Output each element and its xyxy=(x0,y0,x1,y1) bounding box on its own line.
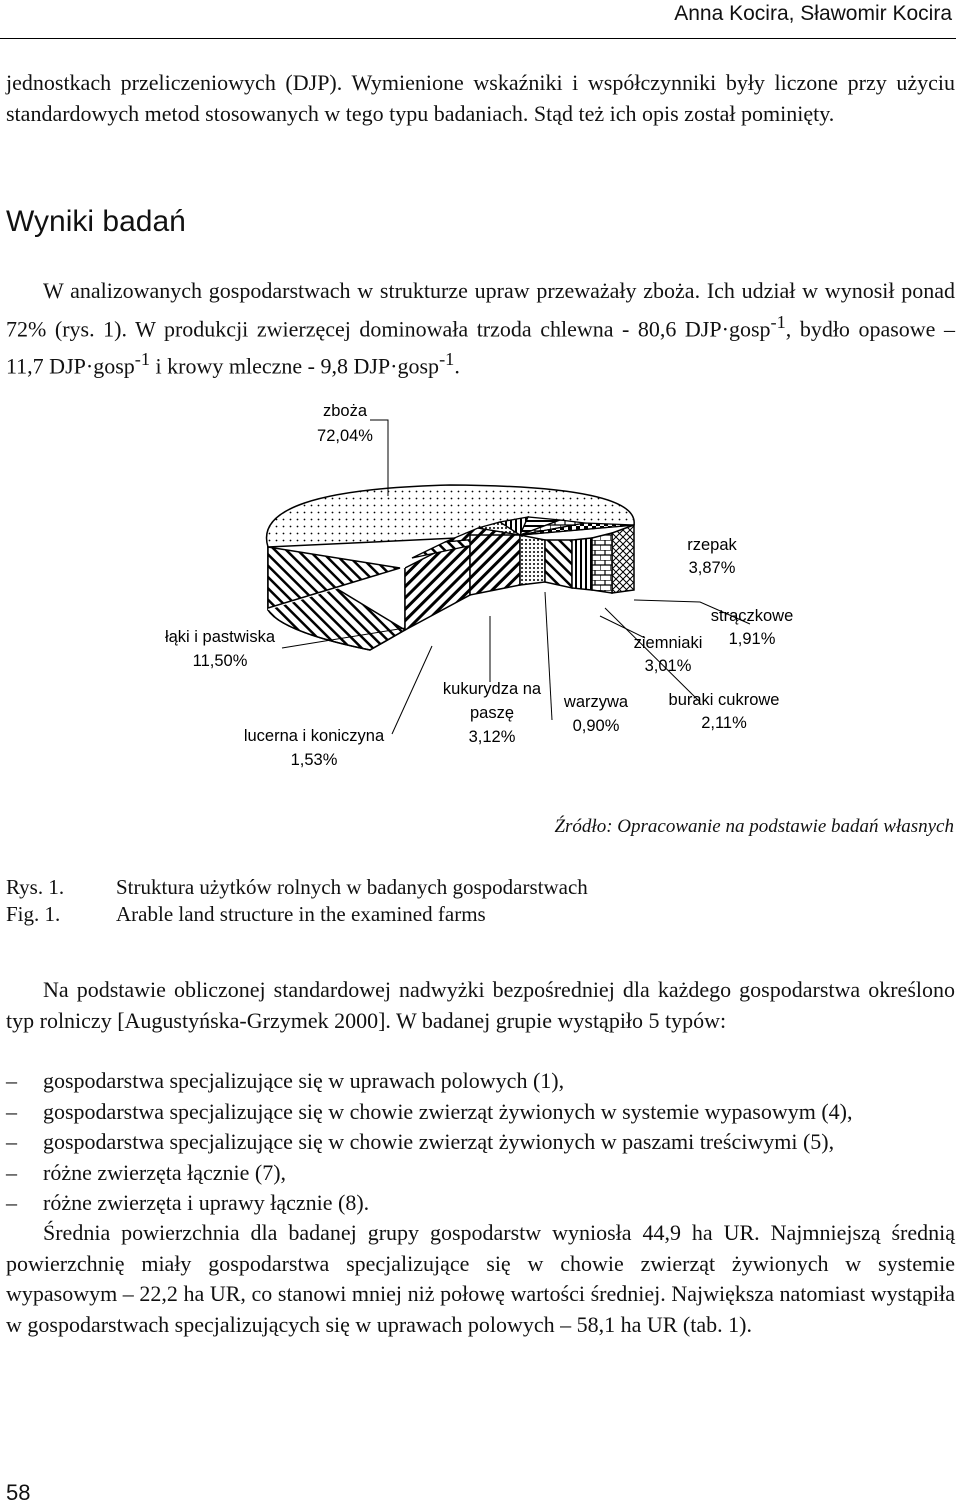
list-item xyxy=(6,1097,955,1128)
caption-rys-number: Rys. 1. xyxy=(6,875,65,899)
label-buraki-cukrowe: buraki cukrowe xyxy=(668,691,780,709)
header-authors: Anna Kocira, Sławomir Kocira xyxy=(674,2,952,25)
label-kukurydza-line1: kukurydza na xyxy=(442,680,542,698)
area-paragraph: Średnia powierzchnia dla badanej grupy gospodarstw wyniosła 44,9 ha UR. Najmniejszą średnią powierzchnię miały gospodarstwa specjalizujące się w chowie zwierząt żywionych w systemie wypasowym – 22,2 ha UR, co stanowi mniej niż połowę wartości średniej. Największa natomiast wystąpiła w gospodarstwach specjalizujących się w uprawach polowych – 58,1 ha UR (tab. 1). xyxy=(6,1220,955,1337)
caption-fig-number: Fig. 1. xyxy=(6,902,61,926)
value-kukurydza: 3,12% xyxy=(468,728,516,746)
list-item-text: różne zwierzęta łącznie (7), xyxy=(43,1159,287,1185)
value-buraki-cukrowe: 2,11% xyxy=(701,714,747,732)
results-text-1: W analizowanych gospodarstwach w strukturze upraw przeważały zboża. Ich udział w wynosił ponad 72% (rys. 1). W produkcji zwierzęcej dominowała trzoda chlewna - 80,6 DJP xyxy=(6,278,955,341)
type-paragraph: Na podstawie obliczonej standardowej nadwyżki bezpośredniej dla każdego gospodarstwa określono typ rolniczy [Augustyńska-Grzymek 2000]. W badanej grupie wystąpiło 5 typów: xyxy=(6,977,955,1033)
value-ziemniaki: 3,01% xyxy=(644,657,692,675)
pie-chart-figure xyxy=(0,390,960,790)
value-straczkowe: 1,91% xyxy=(728,630,776,648)
value-lucerna-i-koniczyna: 1,53% xyxy=(290,751,338,769)
unit-superscript: -1 xyxy=(770,311,786,332)
value-laki-i-pastwiska: 11,50% xyxy=(192,652,248,670)
section-heading: Wyniki badań xyxy=(6,205,186,238)
page-number: 58 xyxy=(6,1480,31,1505)
list-item-text: gospodarstwa specjalizujące się w chowie zwierząt żywionych w paszami treściwymi (5), xyxy=(43,1129,835,1154)
multiply-dot: · xyxy=(85,353,94,379)
results-text-3: i krowy mleczne - 9,8 DJP xyxy=(150,353,391,379)
label-laki-i-pastwiska: łąki i pastwiska xyxy=(164,628,276,646)
unit-gosp: gosp xyxy=(397,353,440,379)
caption-fig-text: Arable land structure in the examined farms xyxy=(116,902,486,926)
multiply-dot: · xyxy=(721,315,729,341)
multiply-dot: · xyxy=(390,353,398,379)
source-note: Źródło: Opracowanie na podstawie badań własnych xyxy=(554,816,954,837)
list-item xyxy=(6,1158,955,1189)
pie-chart xyxy=(0,390,960,790)
value-zboza: 72,04% xyxy=(317,427,373,445)
list-item-text: różne zwierzęta i uprawy łącznie (8). xyxy=(43,1190,370,1215)
results-paragraph xyxy=(6,276,955,382)
list-dash: – xyxy=(6,1190,17,1215)
list-item-text: gospodarstwa specjalizujące się w uprawach polowych (1), xyxy=(43,1068,565,1093)
label-kukurydza-line2: paszę xyxy=(469,704,515,722)
list-dash: – xyxy=(6,1159,17,1185)
results-text-2: , bydło opasowe – 11,7 DJP xyxy=(6,315,955,379)
list-item xyxy=(6,1127,955,1158)
label-zboza: zboża xyxy=(322,402,368,420)
running-header xyxy=(0,0,956,39)
list-dash: – xyxy=(6,1068,17,1093)
label-rzepak: rzepak xyxy=(687,536,737,554)
type-list xyxy=(6,1066,955,1219)
unit-superscript: -1 xyxy=(439,349,455,370)
list-item xyxy=(6,1066,955,1097)
intro-paragraph: jednostkach przeliczeniowych (DJP). Wymienione wskaźniki i współczynniki były liczone przy użyciu standardowych metod stosowanych w tego typu badaniach. Stąd też ich opis został pominięty. xyxy=(6,70,955,126)
unit-gosp: gosp xyxy=(93,353,135,379)
caption-rys-text: Struktura użytków rolnych w badanych gospodarstwach xyxy=(116,875,588,899)
value-warzywa: 0,90% xyxy=(572,717,620,735)
label-lucerna-i-koniczyna: lucerna i koniczyna xyxy=(243,727,385,745)
results-end: . xyxy=(454,353,460,379)
label-warzywa: warzywa xyxy=(563,693,629,711)
list-item-text: gospodarstwa specjalizujące się w chowie zwierząt żywionych w systemie wypasowym (4), xyxy=(43,1098,853,1124)
label-ziemniaki: ziemniaki xyxy=(633,634,703,652)
list-dash: – xyxy=(6,1129,17,1154)
label-straczkowe: strączkowe xyxy=(710,607,794,625)
list-item xyxy=(6,1188,955,1219)
value-rzepak: 3,87% xyxy=(688,559,736,577)
unit-superscript: -1 xyxy=(134,349,151,370)
list-dash: – xyxy=(6,1098,17,1124)
unit-gosp: gosp xyxy=(728,315,771,341)
